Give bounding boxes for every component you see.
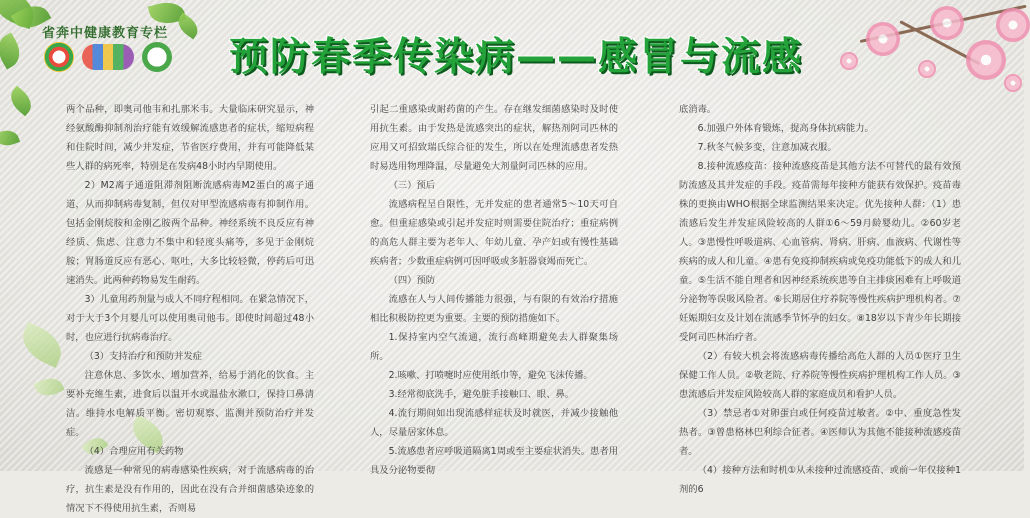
blossom-decoration bbox=[1004, 74, 1022, 92]
paragraph: 注意休息、多饮水、增加营养，给易于消化的饮食。主要补充维生素，进食后以温开水或温盐水漱口，保持口鼻清洁。维持水电解质平衡。密切观察、监测并预防治疗并发症。 bbox=[66, 370, 314, 438]
article-body bbox=[0, 100, 1024, 514]
paragraph: （4）接种方法和时机①从未接种过流感疫苗、或前一年仅接种1剂的6 bbox=[679, 465, 961, 495]
paragraph: 流感病程呈自限性，无并发症的患者通常5～10天可自愈。但重症感染或引起并发症时则需要住院治疗；重症病例的高危人群主要为老年人、年幼儿童、孕产妇或有慢性基础疾病者；少数重症病例可因呼吸或多脏器衰竭而死亡。 bbox=[370, 199, 618, 267]
logo-icon bbox=[142, 42, 172, 72]
blossom-decoration bbox=[996, 8, 1030, 42]
list-item: 3.经常彻底洗手，避免脏手接触口、眼、鼻。 bbox=[388, 389, 575, 400]
paragraph: 底消毒。 bbox=[679, 104, 717, 115]
list-item: 7.秋冬气候多变，注意加减衣服。 bbox=[697, 142, 837, 153]
leaf-decoration bbox=[0, 33, 26, 70]
paragraph: 2）M2离子通道阻滞剂阻断流感病毒M2蛋白的离子通道，从而抑制病毒复制，但仅对甲型流感病毒有抑制作用。包括金刚烷胺和金刚乙胺两个品种。神经系统不良反应有神经质、焦虑、注意力不集中和轻度头痛等，多见于金刚烷胺；胃肠道反应有恶心、呕吐，大多比较轻微，停药后可迅速消失。此两种药物易发生耐药。 bbox=[66, 180, 314, 286]
subheading: （四）预防 bbox=[388, 275, 436, 286]
subheading: （4）合理应用有关药物 bbox=[84, 446, 184, 457]
blossom-decoration bbox=[918, 60, 936, 78]
blossom-decoration bbox=[966, 40, 1006, 80]
list-item: 2.咳嗽、打喷嚏时应使用纸巾等，避免飞沫传播。 bbox=[388, 370, 593, 381]
blossom-decoration bbox=[930, 6, 964, 40]
list-item: 4.流行期间如出现流感样症状及时就医，并减少接触他人，尽量居家休息。 bbox=[370, 408, 618, 438]
text-column-2 bbox=[370, 100, 618, 476]
blossom-decoration bbox=[840, 52, 858, 70]
logo-icon bbox=[82, 44, 134, 70]
list-item: 8.接种流感疫苗：接种流感疫苗是其他方法不可替代的最有效预防流感及其并发症的手段。疫苗需每年接种方能获有效保护。疫苗毒株的更换由WHO根据全球监测结果来决定。优先接种人群：（1）患流感后发生并发症风险较高的人群①6～59月龄婴幼儿。②60岁老人。③患慢性呼吸道病、心血管病、肾病、肝病、血液病、代谢性等疾病的成人和儿童。④患有免疫抑制疾病或免疫功能低下的成人和儿童。⑤生活不能自理者和因神经系统疾患等自主排痰困难有上呼吸道分泌物等误吸风险者。⑥长期居住疗养院等慢性疾病护理机构者。⑦妊娠期妇女及计划在流感季节怀孕的妇女。⑧18岁以下青少年长期接受阿司匹林治疗者。 bbox=[679, 161, 961, 343]
blossom-decoration bbox=[866, 22, 900, 56]
text-column-1 bbox=[66, 100, 314, 514]
paragraph: 流感是一种常见的病毒感染性疾病，对于流感病毒的治疗，抗生素是没有作用的，因此在没有合并细菌感染迹象的情况下不得使用抗生素，否则易 bbox=[66, 465, 314, 514]
logo-group bbox=[44, 42, 172, 72]
paragraph: 引起二重感染或耐药菌的产生。存在继发细菌感染时及时使用抗生素。由于发热是流感突出的症状，解热剂阿司匹林的应用又可招致瑞氏综合征的发生，所以在处理流感患者发热时易选用物理降温，尽量避免大剂量阿司匹林的应用。 bbox=[370, 104, 618, 172]
text-column-3 bbox=[679, 100, 961, 495]
page-title: 预防春季传染病——感冒与流感 bbox=[228, 35, 803, 80]
paragraph: 两个品种，即奥司他韦和扎那米韦。大量临床研究显示，神经氨酸酶抑制剂治疗能有效缓解流感患者的症状，缩短病程和住院时间，减少并发症，节省医疗费用，并有可能降低某些人群的病死率，特别是在发病48小时内早期使用。 bbox=[66, 104, 314, 172]
paragraph: 流感在人与人间传播能力很强，与有限的有效治疗措施相比积极防控更为重要。主要的预防措施如下。 bbox=[370, 294, 618, 324]
subheading: （三）预后 bbox=[388, 180, 436, 191]
logo-icon bbox=[44, 42, 74, 72]
subheading: （3）支持治疗和预防并发症 bbox=[84, 351, 203, 362]
list-item: 1.保持室内空气流通，流行高峰期避免去人群聚集场所。 bbox=[370, 332, 618, 362]
list-item: 6.加强户外体育锻炼，提高身体抗病能力。 bbox=[697, 123, 874, 134]
column-title: 省奔中健康教育专栏 bbox=[42, 26, 169, 41]
paragraph: （2）有较大机会将流感病毒传播给高危人群的人员①医疗卫生保健工作人员。②敬老院、疗养院等慢性疾病护理机构工作人员。③患流感后并发症风险较高人群的家庭成员和看护人员。 bbox=[679, 351, 961, 400]
paragraph: （3）禁忌者①对卵蛋白或任何疫苗过敏者。②中、重度急性发热者。③曾患格林巴利综合征者。④医师认为其他不能接种流感疫苗者。 bbox=[679, 408, 961, 457]
paragraph: 3）儿童用药剂量与成人不同疗程相同。在紧急情况下，对于大于3个月婴儿可以使用奥司他韦。即使时间超过48小时，也应进行抗病毒治疗。 bbox=[66, 294, 314, 343]
list-item: 5.流感患者应呼吸道隔离1周或至主要症状消失。患者用具及分泌物要彻 bbox=[370, 446, 618, 476]
